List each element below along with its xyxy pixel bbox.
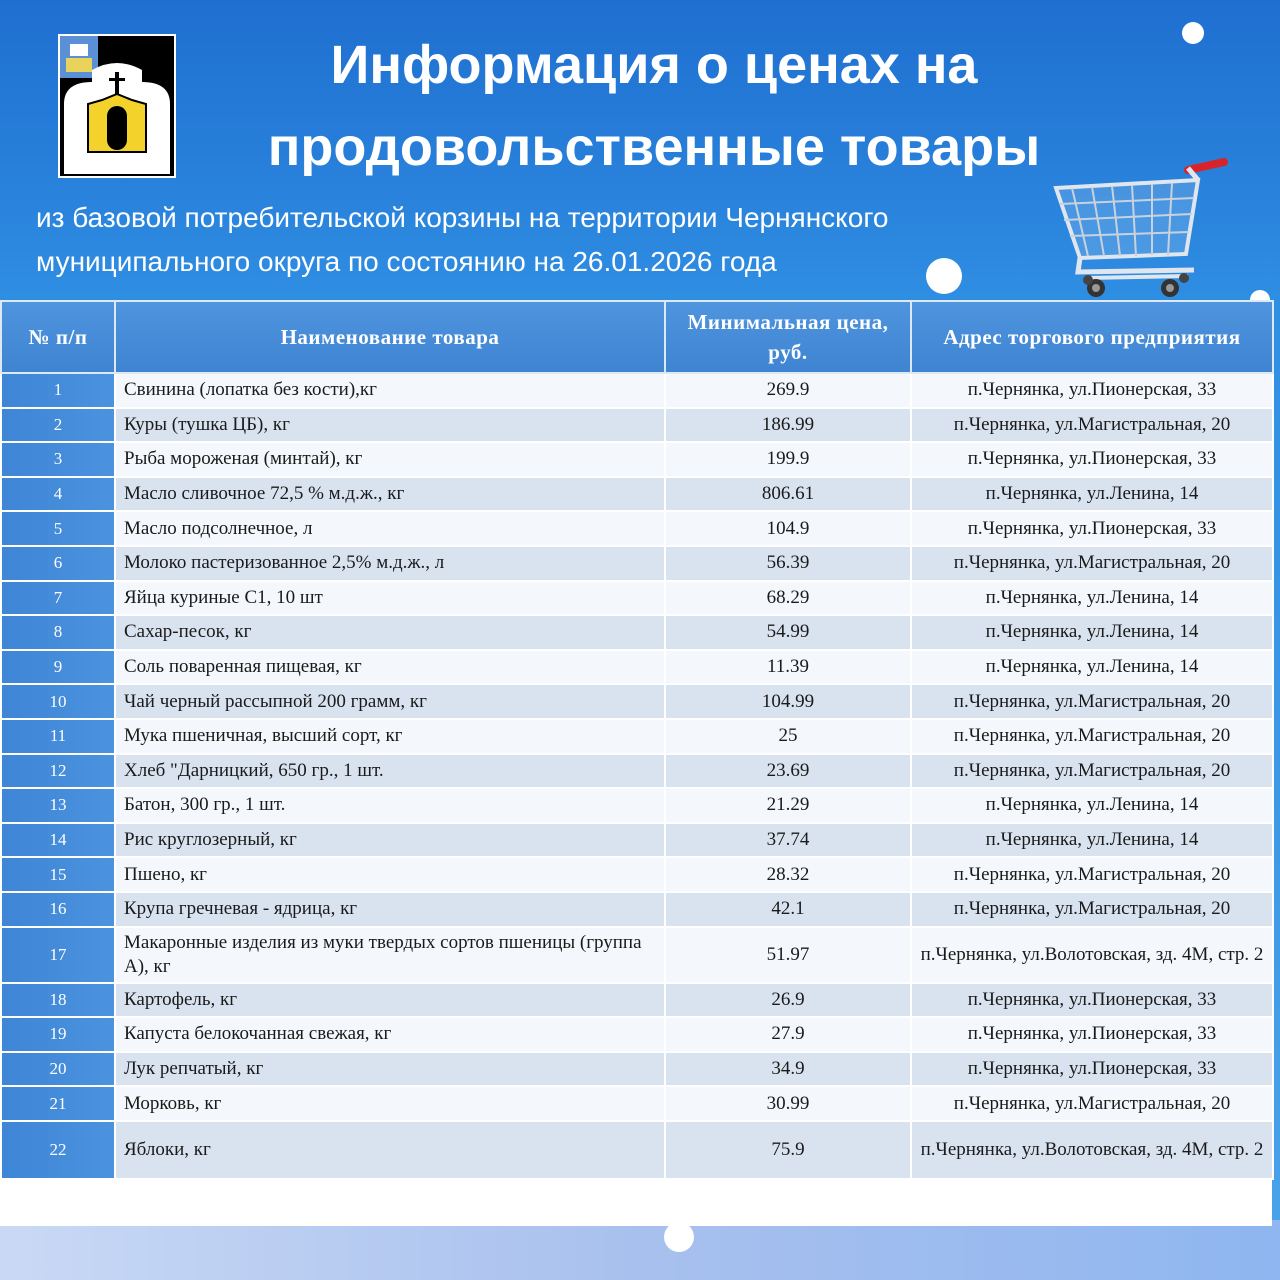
- store-address: п.Чернянка, ул.Магистральная, 20: [911, 892, 1273, 927]
- table-row: [1, 546, 1273, 581]
- store-address: п.Чернянка, ул.Магистральная, 20: [911, 684, 1273, 719]
- store-address: п.Чернянка, ул.Ленина, 14: [911, 823, 1273, 858]
- shopping-cart-icon: [1048, 158, 1230, 300]
- product-price: 75.9: [665, 1121, 911, 1179]
- product-price: 25: [665, 719, 911, 754]
- product-price: 11.39: [665, 650, 911, 685]
- table-row: [1, 1121, 1273, 1179]
- product-name: Рис круглозерный, кг: [115, 823, 665, 858]
- product-price: 56.39: [665, 546, 911, 581]
- row-number: 1: [1, 373, 115, 408]
- header-address: Адрес торгового предприятия: [911, 301, 1273, 373]
- product-name: Лук репчатый, кг: [115, 1052, 665, 1087]
- product-name: Масло подсолнечное, л: [115, 511, 665, 546]
- store-address: п.Чернянка, ул.Магистральная, 20: [911, 754, 1273, 789]
- product-price: 28.32: [665, 857, 911, 892]
- store-address: п.Чернянка, ул.Магистральная, 20: [911, 857, 1273, 892]
- price-table-container: [0, 300, 1272, 1226]
- row-number: 6: [1, 546, 115, 581]
- table-row: [1, 788, 1273, 823]
- row-number: 15: [1, 857, 115, 892]
- store-address: п.Чернянка, ул.Магистральная, 20: [911, 546, 1273, 581]
- table-row: [1, 650, 1273, 685]
- product-name: Макаронные изделия из муки твердых сортов пшеницы (группа А), кг: [115, 927, 665, 983]
- store-address: п.Чернянка, ул.Ленина, 14: [911, 581, 1273, 616]
- product-name: Капуста белокочанная свежая, кг: [115, 1017, 665, 1052]
- product-name: Куры (тушка ЦБ), кг: [115, 408, 665, 443]
- table-row: [1, 823, 1273, 858]
- product-name: Крупа гречневая - ядрица, кг: [115, 892, 665, 927]
- table-row: [1, 581, 1273, 616]
- product-price: 68.29: [665, 581, 911, 616]
- store-address: п.Чернянка, ул.Ленина, 14: [911, 615, 1273, 650]
- product-name: Батон, 300 гр., 1 шт.: [115, 788, 665, 823]
- product-name: Яблоки, кг: [115, 1121, 665, 1179]
- decorative-dot: [1182, 22, 1204, 44]
- store-address: п.Чернянка, ул.Ленина, 14: [911, 788, 1273, 823]
- title-line-1: Информация о ценах на: [330, 35, 978, 95]
- product-price: 26.9: [665, 983, 911, 1018]
- subtitle-line-1: из базовой потребительской корзины на территории Чернянского: [36, 202, 889, 233]
- product-price: 37.74: [665, 823, 911, 858]
- product-name: Морковь, кг: [115, 1086, 665, 1121]
- store-address: п.Чернянка, ул.Пионерская, 33: [911, 1052, 1273, 1087]
- page-subtitle: [36, 196, 1036, 284]
- store-address: п.Чернянка, ул.Пионерская, 33: [911, 1017, 1273, 1052]
- store-address: п.Чернянка, ул.Магистральная, 20: [911, 719, 1273, 754]
- product-price: 21.29: [665, 788, 911, 823]
- product-price: 51.97: [665, 927, 911, 983]
- product-price: 34.9: [665, 1052, 911, 1087]
- product-price: 27.9: [665, 1017, 911, 1052]
- product-price: 23.69: [665, 754, 911, 789]
- row-number: 9: [1, 650, 115, 685]
- product-price: 806.61: [665, 477, 911, 512]
- row-number: 8: [1, 615, 115, 650]
- product-name: Сахар-песок, кг: [115, 615, 665, 650]
- product-name: Рыба мороженая (минтай), кг: [115, 442, 665, 477]
- table-row: [1, 442, 1273, 477]
- store-address: п.Чернянка, ул.Пионерская, 33: [911, 983, 1273, 1018]
- table-row: [1, 408, 1273, 443]
- product-name: Молоко пастеризованное 2,5% м.д.ж., л: [115, 546, 665, 581]
- product-price: 30.99: [665, 1086, 911, 1121]
- row-number: 11: [1, 719, 115, 754]
- store-address: п.Чернянка, ул.Магистральная, 20: [911, 1086, 1273, 1121]
- table-row: [1, 1086, 1273, 1121]
- table-row: [1, 754, 1273, 789]
- product-price: 186.99: [665, 408, 911, 443]
- product-price: 54.99: [665, 615, 911, 650]
- row-number: 21: [1, 1086, 115, 1121]
- row-number: 4: [1, 477, 115, 512]
- product-name: Масло сливочное 72,5 % м.д.ж., кг: [115, 477, 665, 512]
- page-title: [200, 24, 1108, 188]
- coat-of-arms-icon: [58, 34, 176, 178]
- product-price: 42.1: [665, 892, 911, 927]
- row-number: 22: [1, 1121, 115, 1179]
- header-name: Наименование товара: [115, 301, 665, 373]
- table-row: [1, 892, 1273, 927]
- decorative-dot: [664, 1222, 694, 1252]
- product-name: Яйца куриные С1, 10 шт: [115, 581, 665, 616]
- store-address: п.Чернянка, ул.Пионерская, 33: [911, 442, 1273, 477]
- table-row: [1, 477, 1273, 512]
- row-number: 10: [1, 684, 115, 719]
- row-number: 20: [1, 1052, 115, 1087]
- product-price: 269.9: [665, 373, 911, 408]
- row-number: 2: [1, 408, 115, 443]
- row-number: 17: [1, 927, 115, 983]
- title-line-2: продовольственные товары: [267, 117, 1041, 177]
- product-price: 104.9: [665, 511, 911, 546]
- row-number: 18: [1, 983, 115, 1018]
- table-header-row: [1, 301, 1273, 373]
- row-number: 3: [1, 442, 115, 477]
- product-price: 104.99: [665, 684, 911, 719]
- header-num: № п/п: [1, 301, 115, 373]
- table-row: [1, 719, 1273, 754]
- row-number: 7: [1, 581, 115, 616]
- subtitle-line-2: муниципального округа по состоянию на 26.01.2026 года: [36, 246, 777, 277]
- product-name: Пшено, кг: [115, 857, 665, 892]
- price-table: [0, 300, 1274, 1180]
- product-name: Картофель, кг: [115, 983, 665, 1018]
- store-address: п.Чернянка, ул.Волотовская, зд. 4М, стр. 2: [911, 1121, 1273, 1179]
- store-address: п.Чернянка, ул.Магистральная, 20: [911, 408, 1273, 443]
- row-number: 13: [1, 788, 115, 823]
- product-name: Хлеб "Дарницкий, 650 гр., 1 шт.: [115, 754, 665, 789]
- table-row: [1, 684, 1273, 719]
- header-price: Минимальная цена, руб.: [665, 301, 911, 373]
- table-row: [1, 1017, 1273, 1052]
- store-address: п.Чернянка, ул.Ленина, 14: [911, 650, 1273, 685]
- product-name: Соль поваренная пищевая, кг: [115, 650, 665, 685]
- store-address: п.Чернянка, ул.Пионерская, 33: [911, 511, 1273, 546]
- row-number: 16: [1, 892, 115, 927]
- row-number: 19: [1, 1017, 115, 1052]
- product-name: Мука пшеничная, высший сорт, кг: [115, 719, 665, 754]
- table-row: [1, 511, 1273, 546]
- table-row: [1, 857, 1273, 892]
- table-row: [1, 1052, 1273, 1087]
- store-address: п.Чернянка, ул.Пионерская, 33: [911, 373, 1273, 408]
- table-row: [1, 927, 1273, 983]
- product-price: 199.9: [665, 442, 911, 477]
- row-number: 14: [1, 823, 115, 858]
- table-row: [1, 983, 1273, 1018]
- background-bottom-band: [0, 1220, 1280, 1280]
- table-row: [1, 373, 1273, 408]
- row-number: 12: [1, 754, 115, 789]
- store-address: п.Чернянка, ул.Ленина, 14: [911, 477, 1273, 512]
- table-row: [1, 615, 1273, 650]
- product-name: Чай черный рассыпной 200 грамм, кг: [115, 684, 665, 719]
- product-name: Свинина (лопатка без кости),кг: [115, 373, 665, 408]
- row-number: 5: [1, 511, 115, 546]
- store-address: п.Чернянка, ул.Волотовская, зд. 4М, стр. 2: [911, 927, 1273, 983]
